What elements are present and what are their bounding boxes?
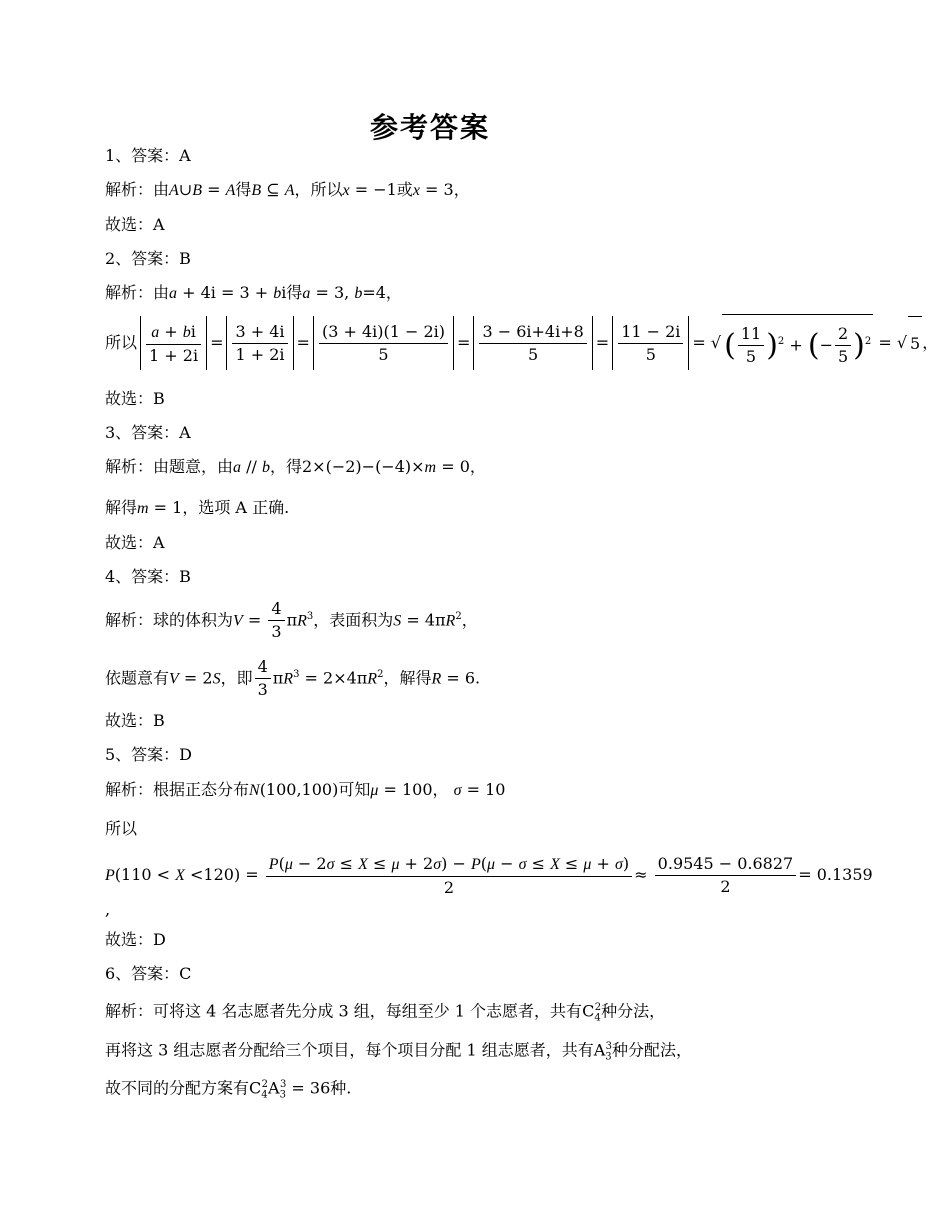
q5-probability-calc: P(110 < X <120) = $\frac{P(\mu - 2\sigma \le X \le \mu + 2\sigma) - P(\mu - \sigma \le X \le \mu + \sigma)}{2}$ ≈ $\frac{0.9545 - 0.6827}{2}$ = 0.1359 (105, 853, 873, 897)
q2-answer: 2、答案：B (105, 249, 191, 268)
q6-analysis-line2: 再将这 3 组志愿者分配给三个项目，每个项目分配 1 组志愿者，共有$A_3^3$种分配法， (105, 1040, 693, 1063)
q1-answer: 1、答案：A (105, 146, 191, 165)
q4-analysis: 解析：球的体积为V = $\frac{4}{3}$ $\pi R^3$，表面积为$S = 4\pi R^2$， (105, 599, 478, 642)
q5-analysis: 解析：根据正态分布N(100,100)可知μ = 100， σ = 10 (105, 780, 506, 799)
q1-analysis: 解析：由A∪B = A得B ⊆ A，所以x = −1或x = 3， (105, 180, 470, 199)
q1-choose: 故选：A (105, 215, 165, 234)
q6-answer: 6、答案：C (105, 964, 192, 983)
q6-analysis-line1: 解析：可将这 4 名志愿者先分成 3 组，每组至少 1 个志愿者，共有$C_4^2$种分法， (105, 1001, 666, 1024)
q3-choose: 故选：A (105, 533, 165, 552)
q2-choose: 故选：B (105, 389, 165, 408)
q4-answer: 4、答案：B (105, 567, 191, 586)
q6-analysis-line3: 故不同的分配方案有$C_4^2A_3^3 = 36$种. (105, 1078, 352, 1101)
q2-analysis: 解析：由a + 4i = 3 + bi得a = 3, b=4， (105, 283, 402, 302)
q5-answer: 5、答案：D (105, 745, 193, 764)
q2-modulus-calc: 所以 $\frac{a + bi}{1 + 2i}$ = $\frac{3 + 4i}{1 + 2i}$ = $\frac{(3 + 4i)(1 - 2i)}{5}$ = $\frac{3 - 6i+4i+8}{5}$ = $\frac{11 - 2i}{5}$ = √ ( $\frac{11}{5}$ )$^2$ + (− $\frac{2}{5}$ )$^2$ = √ 5 ， (105, 314, 938, 373)
q5-suoyi: 所以 (105, 819, 138, 838)
q4-choose: 故选：B (105, 711, 165, 730)
q3-answer: 3、答案：A (105, 423, 191, 442)
q4-solve: 依题意有V = 2S，即 $\frac{4}{3}$ $\pi R^3 = 2\times 4\pi R^2$，解得R = 6. (105, 657, 481, 700)
q5-stray-comma: , (105, 900, 111, 919)
q3-solve: 解得m = 1，选项 A 正确. (105, 498, 290, 517)
page-title: 参考答案 (369, 111, 490, 144)
q5-choose: 故选：D (105, 930, 166, 949)
q3-analysis: 解析：由题意，由a // b，得2×(−2)−(−4)×m = 0， (105, 457, 486, 476)
